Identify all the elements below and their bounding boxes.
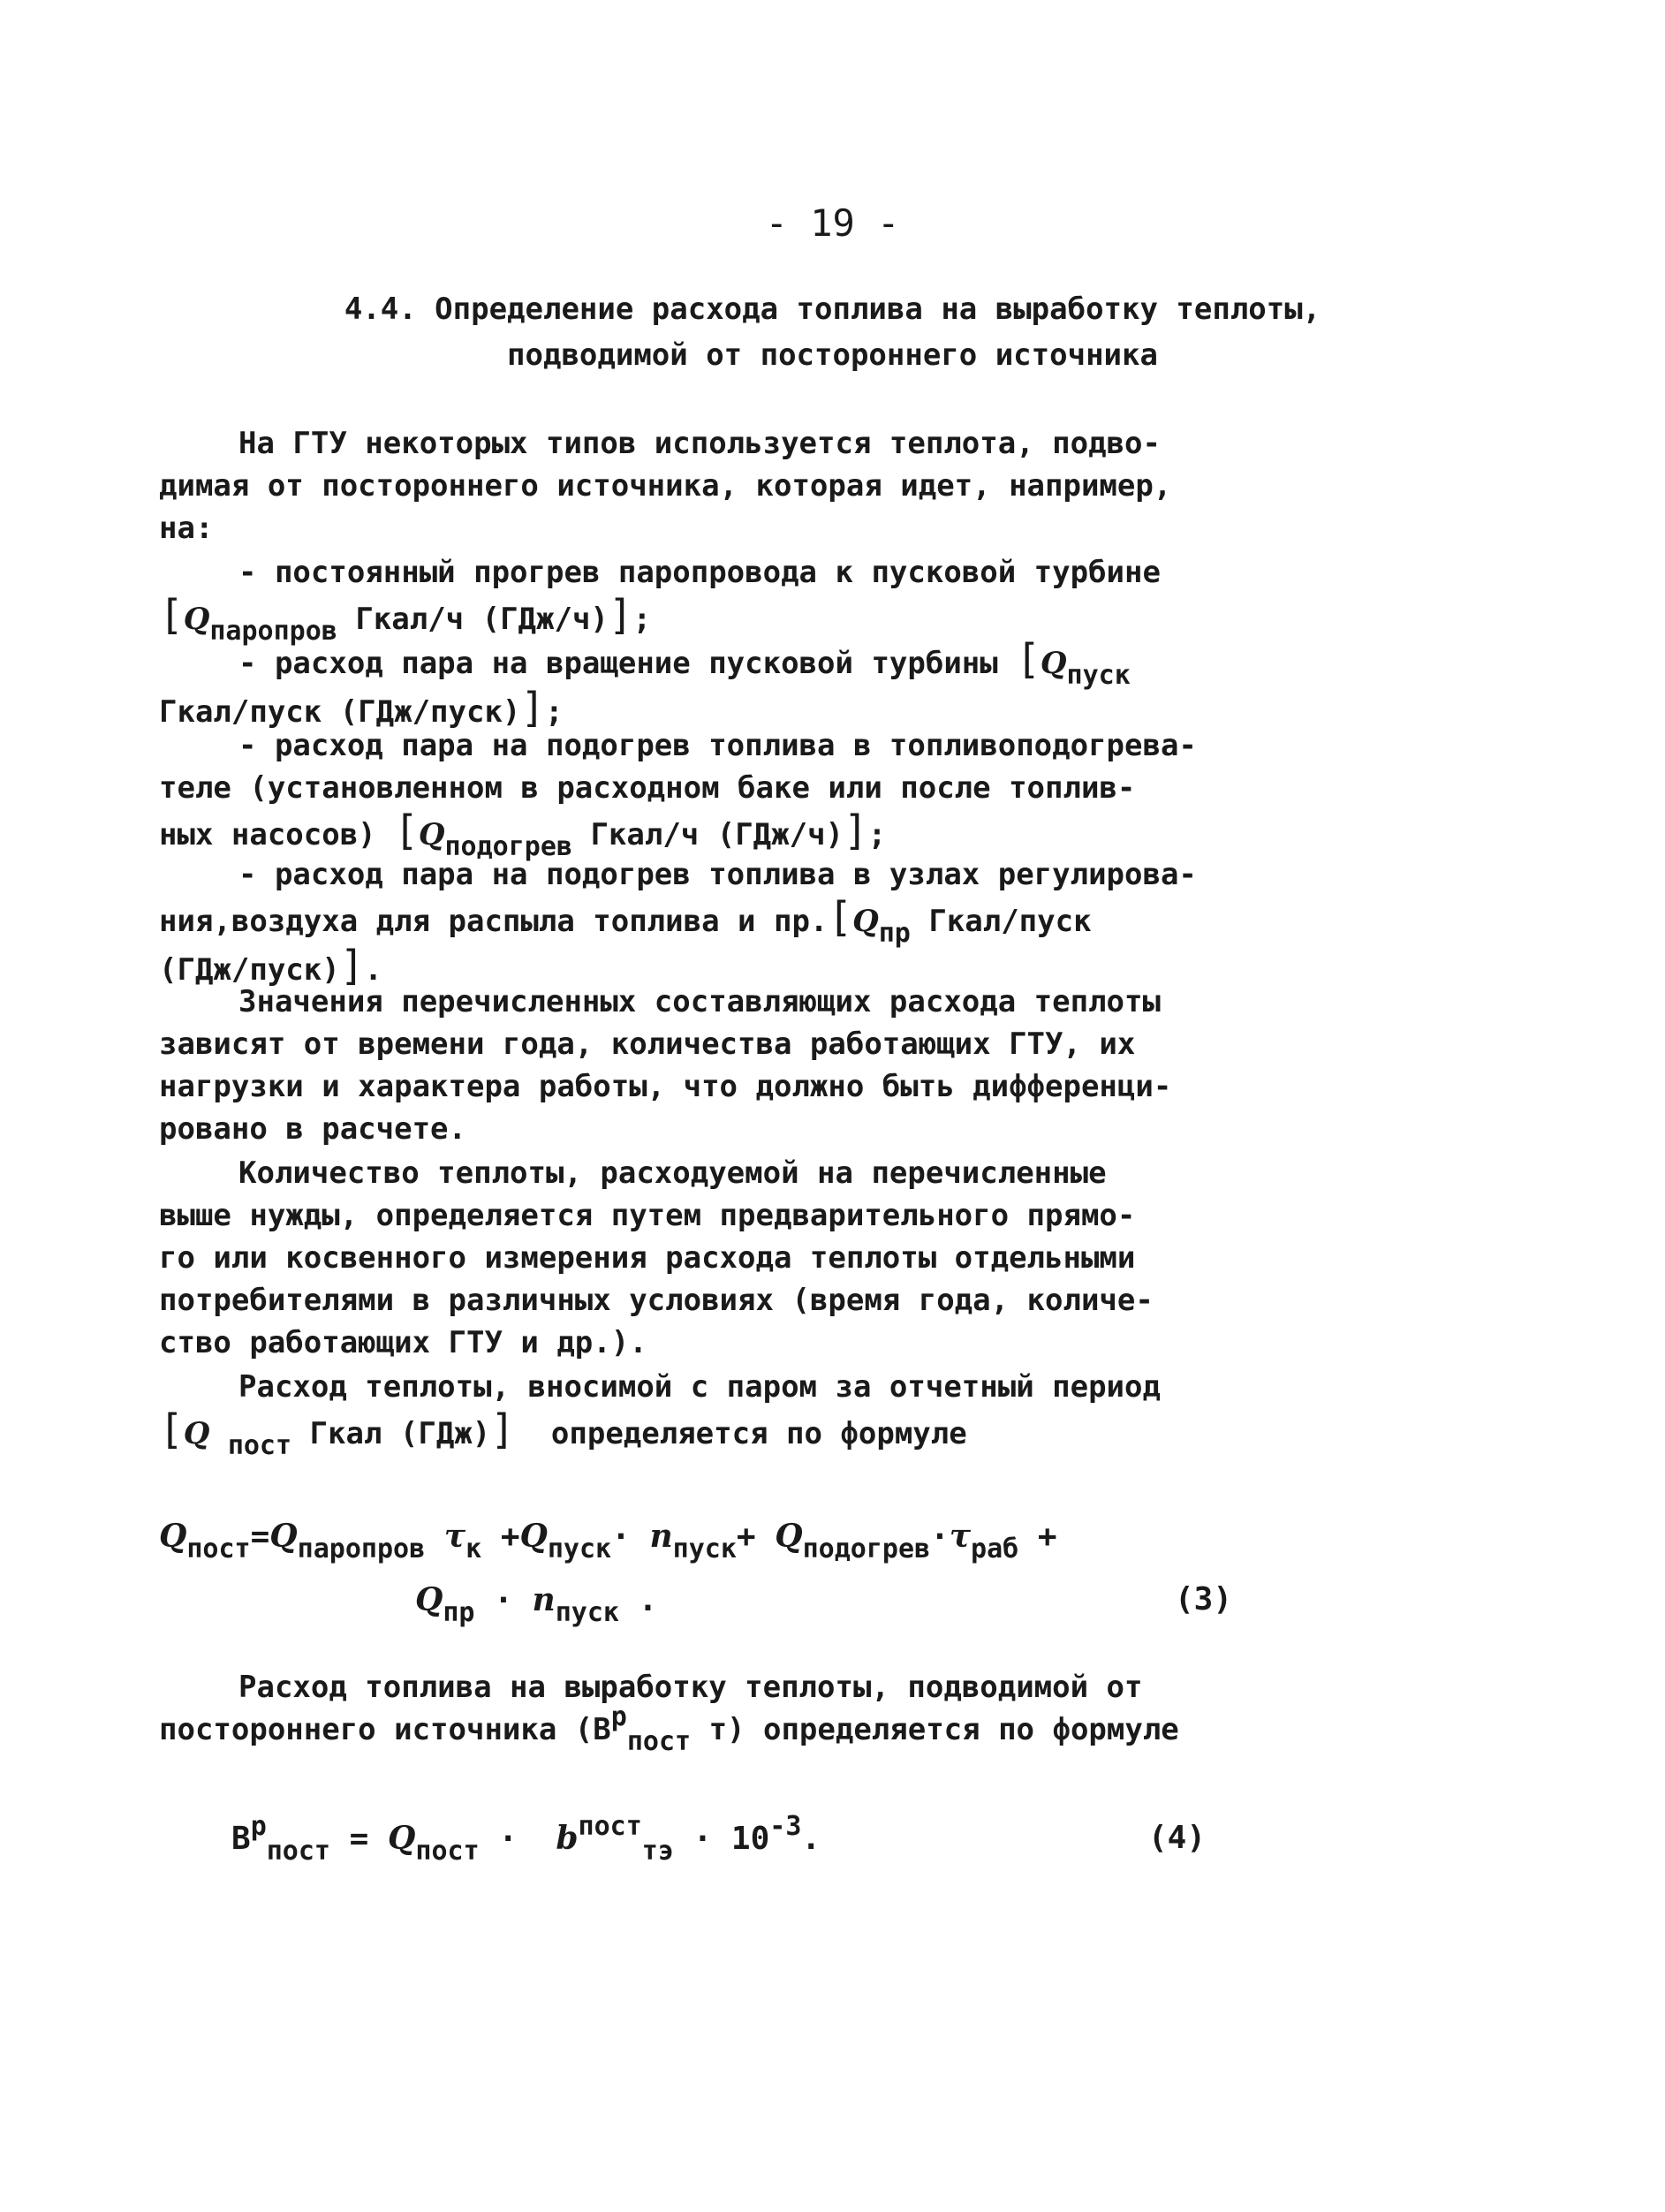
paragraph-line: го или косвенного измерения расхода теплоты отдельными [159, 1240, 1136, 1276]
subscript: подогрев [802, 1534, 931, 1564]
item1-text: - постоянный прогрев паропровода к пусковой турбине [238, 555, 1161, 590]
paragraph-line: ство работающих ГТУ и др.). [159, 1325, 647, 1360]
item4-line1: - расход пара на подогрев топлива в узлах регулирова- [238, 857, 1197, 892]
q-symbol: Q [852, 904, 879, 939]
subscript: пост [415, 1836, 480, 1867]
q-subscript: подогрев [444, 831, 572, 862]
subscript: пуск [672, 1534, 737, 1564]
paragraph-line: выше нужды, определяется путем предварительного прямо- [159, 1198, 1136, 1233]
q-symbol: Q [415, 1581, 443, 1618]
item2-text: - расход пара на вращение пусковой турбины [Qпуск [238, 635, 1131, 691]
list-item-3 [159, 724, 1298, 862]
q-symbol: Q [183, 1416, 210, 1451]
q-symbol: Q [159, 1518, 187, 1555]
subscript: пост [186, 1534, 251, 1564]
paragraph-line: ровано в расчете. [159, 1111, 466, 1147]
page-number: - 19 - [765, 201, 900, 245]
q-symbol: Q [183, 602, 210, 637]
subscript: пуск [547, 1534, 612, 1564]
fuel-line1: Расход топлива на выработку теплоты, подводимой от [238, 1670, 1143, 1705]
quantity-paragraph [159, 1152, 1298, 1364]
equation-number-3: (3) [1175, 1581, 1233, 1617]
intro-line: На ГТУ некоторых типов используется теплота, подво- [238, 426, 1161, 461]
intro-paragraph [159, 422, 1298, 549]
item1-tail: ; [632, 602, 652, 637]
list-item-4 [159, 853, 1298, 991]
subscript: тэ [641, 1836, 674, 1867]
formula-3-line2: $Q_{пр} \cdot n_{пуск}$ . [415, 1581, 658, 1628]
q-symbol: Q [775, 1518, 803, 1555]
formula-3-line1: $Q_{пост}=Q_{паропров}$ $\tau_к +Q_{пуск}\cdot n_{пуск}+ Q_{подогрев}\cdot\tau_{раб}$ + [159, 1518, 1057, 1564]
item3-tail: ; [867, 817, 887, 852]
item3-line3-text: ных насосов) [159, 817, 376, 852]
list-item-2 [159, 635, 1298, 733]
item4-units: Гкал/пуск [928, 904, 1092, 939]
item2-line2: Гкал/пуск (ГДж/пуск)]; [159, 684, 564, 731]
q-subscript: пр [878, 918, 911, 949]
item2-tail: ; [545, 694, 564, 730]
superscript: р [610, 1701, 627, 1732]
subscript: раб [971, 1534, 1019, 1564]
paragraph-line: зависят от времени года, количества работающих ГТУ, их [159, 1026, 1136, 1062]
item2-line1: - расход пара на вращение пусковой турбины [238, 646, 998, 681]
ten-base: 10 [730, 1821, 770, 1857]
item4-tail: . [364, 952, 382, 988]
fuel-line2-tail: т) определяется по формуле [708, 1712, 1179, 1747]
q-subscript: пуск [1066, 660, 1131, 691]
item3-line3: ных насосов) [Qподогрев Гкал/ч (ГДж/ч)]; [159, 807, 887, 862]
heat-paragraph [159, 1366, 1298, 1461]
b-symbol: B [593, 1712, 611, 1747]
heat-units: Гкал (ГДж) [309, 1416, 491, 1451]
q-subscript: пост [227, 1430, 292, 1461]
intro-line: на: [159, 511, 214, 546]
b-symbol: b [556, 1820, 579, 1857]
item1-units: Гкал/ч (ГДж/ч) [355, 602, 609, 637]
list-item-1 [159, 551, 1298, 647]
b-symbol: B [231, 1821, 251, 1857]
fuel-line2 [159, 1701, 1298, 1757]
subscript: пост [626, 1726, 692, 1757]
item4-line2: ния,воздуха для распыла топлива и пр.[Qпр Гкал/пуск [159, 893, 1092, 949]
q-symbol: Q [269, 1518, 298, 1555]
subscript: пост [266, 1836, 330, 1867]
section-title-line2: подводимой от постороннего источника [507, 337, 1158, 373]
heat-line2: [Q пост Гкал (ГДж)] определяется по формуле [159, 1405, 967, 1461]
tau-symbol: τ [949, 1518, 972, 1555]
exponent: -3 [769, 1811, 802, 1842]
item4-line3: (ГДж/пуск)]. [159, 942, 382, 989]
values-paragraph [159, 981, 1298, 1150]
heat-line1: Расход теплоты, вносимой с паром за отчетный период [238, 1369, 1161, 1405]
item2-units: Гкал/пуск (ГДж/пуск) [159, 694, 521, 730]
subscript: пуск [555, 1597, 619, 1628]
formula-4: $B^р_{пост} = Q_{пост} \cdot b^{пост}_{тэ} \cdot 10^{-3}$. [231, 1811, 821, 1867]
superscript: пост [578, 1811, 642, 1842]
fuel-line2-text: постороннего источника ( [159, 1712, 594, 1747]
heat-line2-tail: определяется по формуле [550, 1416, 967, 1451]
fuel-paragraph [159, 1666, 1298, 1757]
equation-number-4: (4) [1148, 1820, 1207, 1856]
q-symbol: Q [1040, 646, 1067, 681]
q-symbol: Q [388, 1820, 416, 1857]
item3-line1: - расход пара на подогрев топлива в топливоподогрева- [238, 728, 1197, 763]
q-subscript: паропров [209, 616, 337, 647]
subscript: паропров [297, 1534, 426, 1564]
intro-line: димая от постороннего источника, которая идет, например, [159, 468, 1172, 504]
paragraph-line: потребителями в различных условиях (время года, количе- [159, 1283, 1154, 1318]
item3-units: Гкал/ч (ГДж/ч) [590, 817, 844, 852]
paragraph-line: Количество теплоты, расходуемой на перечисленные [238, 1155, 1107, 1191]
item4-line2-text: ния,воздуха для распыла топлива и пр. [159, 904, 829, 939]
section-title-line1: 4.4. Определение расхода топлива на выработку теплоты, [344, 292, 1321, 327]
q-symbol: Q [418, 817, 445, 852]
subscript: пр [443, 1597, 475, 1628]
paragraph-line: Значения перечисленных составляющих расхода теплоты [238, 984, 1161, 1019]
paragraph-line: нагрузки и характера работы, что должно быть дифференци- [159, 1069, 1172, 1104]
tau-symbol: τ [443, 1518, 466, 1555]
item3-line2: теле (установленном в расходном баке или после топлив- [159, 770, 1136, 806]
item1-formula-line: [Qпаропров Гкал/ч (ГДж/ч)]; [159, 591, 652, 647]
superscript: р [250, 1811, 267, 1842]
subscript: к [465, 1534, 482, 1564]
q-symbol: Q [519, 1518, 548, 1555]
n-symbol: n [532, 1581, 556, 1618]
n-symbol: n [649, 1518, 673, 1555]
item4-units-cont: (ГДж/пуск) [159, 952, 340, 988]
